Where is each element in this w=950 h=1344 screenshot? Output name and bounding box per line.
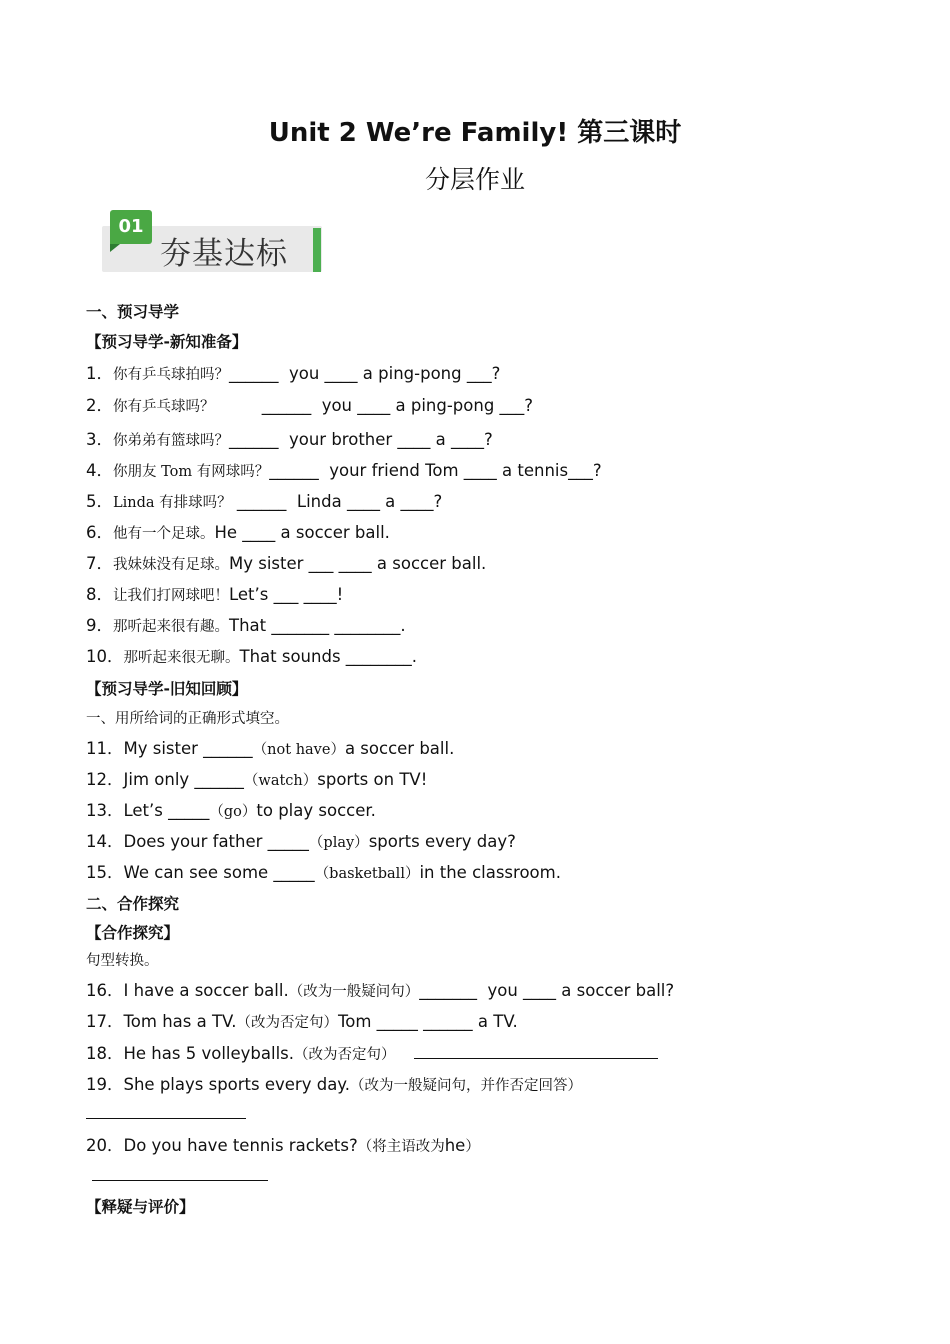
question-english-tail: _______ you ____ a soccer ball? — [419, 981, 675, 1000]
question-english: ______ you ____ a ping-pong ___? — [214, 396, 534, 415]
question-hint: （play） — [308, 835, 369, 851]
question-number: 10． — [86, 647, 124, 666]
question-number: 5． — [86, 492, 113, 511]
question-hint: （改为一般疑问句） — [288, 984, 420, 1000]
question-english: ______ Linda ____ a ____? — [231, 492, 443, 511]
badge-number: 01 — [110, 210, 152, 244]
instruction-text — [86, 707, 289, 728]
question-number: 17． — [86, 1012, 124, 1031]
question-item — [86, 550, 486, 574]
question-hint: （改为否定句） — [236, 1015, 338, 1031]
question-item — [86, 1132, 480, 1156]
question-english: She plays sports every day. — [123, 1075, 350, 1094]
question-number: 4． — [86, 461, 113, 480]
question-english: ______ your friend Tom ____ a tennis___? — [269, 461, 602, 480]
instruction-label: 句型转换。 — [86, 953, 159, 969]
question-chinese: 那听起来很有趣。 — [113, 619, 229, 635]
question-item — [86, 797, 376, 821]
question-chinese: 你有乒乓球拍吗？ — [113, 367, 229, 383]
question-english: Do you have tennis rackets? — [123, 1136, 358, 1155]
question-chinese: 你朋友 Tom 有网球吗？ — [113, 464, 270, 480]
answer-line-19 — [86, 1118, 246, 1119]
question-english-tail: to play soccer. — [256, 801, 376, 820]
question-english-tail: sports on TV! — [317, 770, 428, 789]
question-english-tail: in the classroom. — [419, 863, 561, 882]
question-item — [86, 488, 442, 512]
question-english-tail: sports every day? — [368, 832, 516, 851]
question-item — [86, 612, 406, 636]
question-item — [86, 457, 602, 481]
question-english: ______ your brother ____ a ____? — [229, 430, 493, 449]
question-hint: （将主语改为 — [357, 1139, 445, 1155]
question-number: 14． — [86, 832, 124, 851]
question-item — [86, 1071, 582, 1095]
question-english: Jim only ______ — [123, 770, 244, 789]
heading-text: 【预习导学-新知准备】 — [86, 333, 248, 351]
question-number: 11． — [86, 739, 124, 758]
page-title: Unit 2 We’re Family! 第三课时 — [268, 118, 682, 148]
instruction-label: 一、用所给词的正确形式填空。 — [86, 711, 289, 727]
question-number: 15． — [86, 863, 124, 882]
page-subtitle: 分层作业 — [424, 165, 525, 194]
section-heading — [86, 330, 247, 352]
question-number: 1． — [86, 364, 113, 383]
question-item — [86, 859, 561, 883]
question-english: He has 5 volleyballs. — [123, 1044, 294, 1063]
section-heading — [86, 300, 179, 322]
question-english: Let’s _____ — [123, 801, 210, 820]
question-chinese: 我妹妹没有足球。 — [113, 557, 229, 573]
question-item — [86, 977, 674, 1001]
question-hint: （改为否定句） — [294, 1047, 396, 1063]
question-english: Does your father _____ — [123, 832, 309, 851]
question-hint: （go） — [209, 804, 257, 820]
question-number: 16． — [86, 981, 124, 1000]
question-chinese: 你弟弟有篮球吗？ — [113, 433, 229, 449]
question-english-tail: he — [444, 1136, 466, 1155]
question-item — [86, 426, 493, 450]
heading-text: 【预习导学-旧知回顾】 — [86, 680, 248, 698]
question-english: I have a soccer ball. — [123, 981, 289, 1000]
heading-text: 【释疑与评价】 — [86, 1198, 195, 1216]
section-heading — [86, 892, 179, 914]
question-hint: （watch） — [243, 773, 318, 789]
question-item — [86, 519, 390, 543]
question-chinese: Linda 有排球吗？ — [113, 495, 232, 511]
question-chinese: 那听起来很无聊。 — [123, 650, 240, 666]
section-heading — [86, 1195, 195, 1217]
question-chinese: 让我们打网球吧！ — [113, 588, 229, 604]
question-english: That _______ ________. — [229, 616, 406, 635]
question-english: He ____ a soccer ball. — [214, 523, 390, 542]
question-hint: （改为一般疑问句，并作否定回答） — [349, 1078, 582, 1094]
question-chinese: 你有乒乓球吗？ — [113, 399, 215, 415]
question-number: 3． — [86, 430, 113, 449]
heading-text: 二、合作探究 — [86, 895, 180, 913]
question-hint-tail: ） — [465, 1139, 480, 1155]
question-item — [86, 828, 516, 852]
answer-line-18 — [414, 1058, 658, 1059]
question-hint: （basketball） — [314, 866, 420, 882]
question-hint: （not have） — [252, 742, 345, 758]
question-english-tail: a soccer ball. — [344, 739, 455, 758]
answer-line-20 — [92, 1180, 268, 1181]
question-english: My sister ______ — [123, 739, 253, 758]
heading-text: 【合作探究】 — [86, 924, 180, 942]
question-english: Tom has a TV. — [123, 1012, 237, 1031]
question-english: Let’s ___ ____! — [229, 585, 344, 604]
question-item — [86, 735, 454, 759]
question-item — [86, 643, 417, 667]
question-number: 20． — [86, 1136, 124, 1155]
question-item — [86, 392, 533, 416]
question-english: My sister ___ ____ a soccer ball. — [229, 554, 487, 573]
question-number: 19． — [86, 1075, 124, 1094]
question-number: 9． — [86, 616, 113, 635]
question-number: 8． — [86, 585, 113, 604]
question-chinese: 他有一个足球。 — [113, 526, 215, 542]
question-number: 2． — [86, 396, 113, 415]
instruction-text — [86, 949, 159, 970]
question-number: 12． — [86, 770, 124, 789]
question-item — [86, 766, 427, 790]
question-item — [86, 1008, 518, 1032]
question-english: ______ you ____ a ping-pong ___? — [229, 364, 501, 383]
question-english: We can see some _____ — [123, 863, 315, 882]
section-heading — [86, 677, 247, 699]
question-item — [86, 581, 343, 605]
question-item — [86, 360, 500, 384]
badge-label: 夯基达标 — [160, 236, 288, 272]
heading-text: 一、预习导学 — [86, 303, 180, 321]
question-number: 18． — [86, 1044, 124, 1063]
section-heading — [86, 921, 179, 943]
question-item — [86, 1040, 396, 1064]
question-number: 6． — [86, 523, 113, 542]
question-english: That sounds ________. — [239, 647, 418, 666]
question-number: 13． — [86, 801, 124, 820]
question-english-tail: Tom _____ ______ a TV. — [337, 1012, 518, 1031]
question-number: 7． — [86, 554, 113, 573]
